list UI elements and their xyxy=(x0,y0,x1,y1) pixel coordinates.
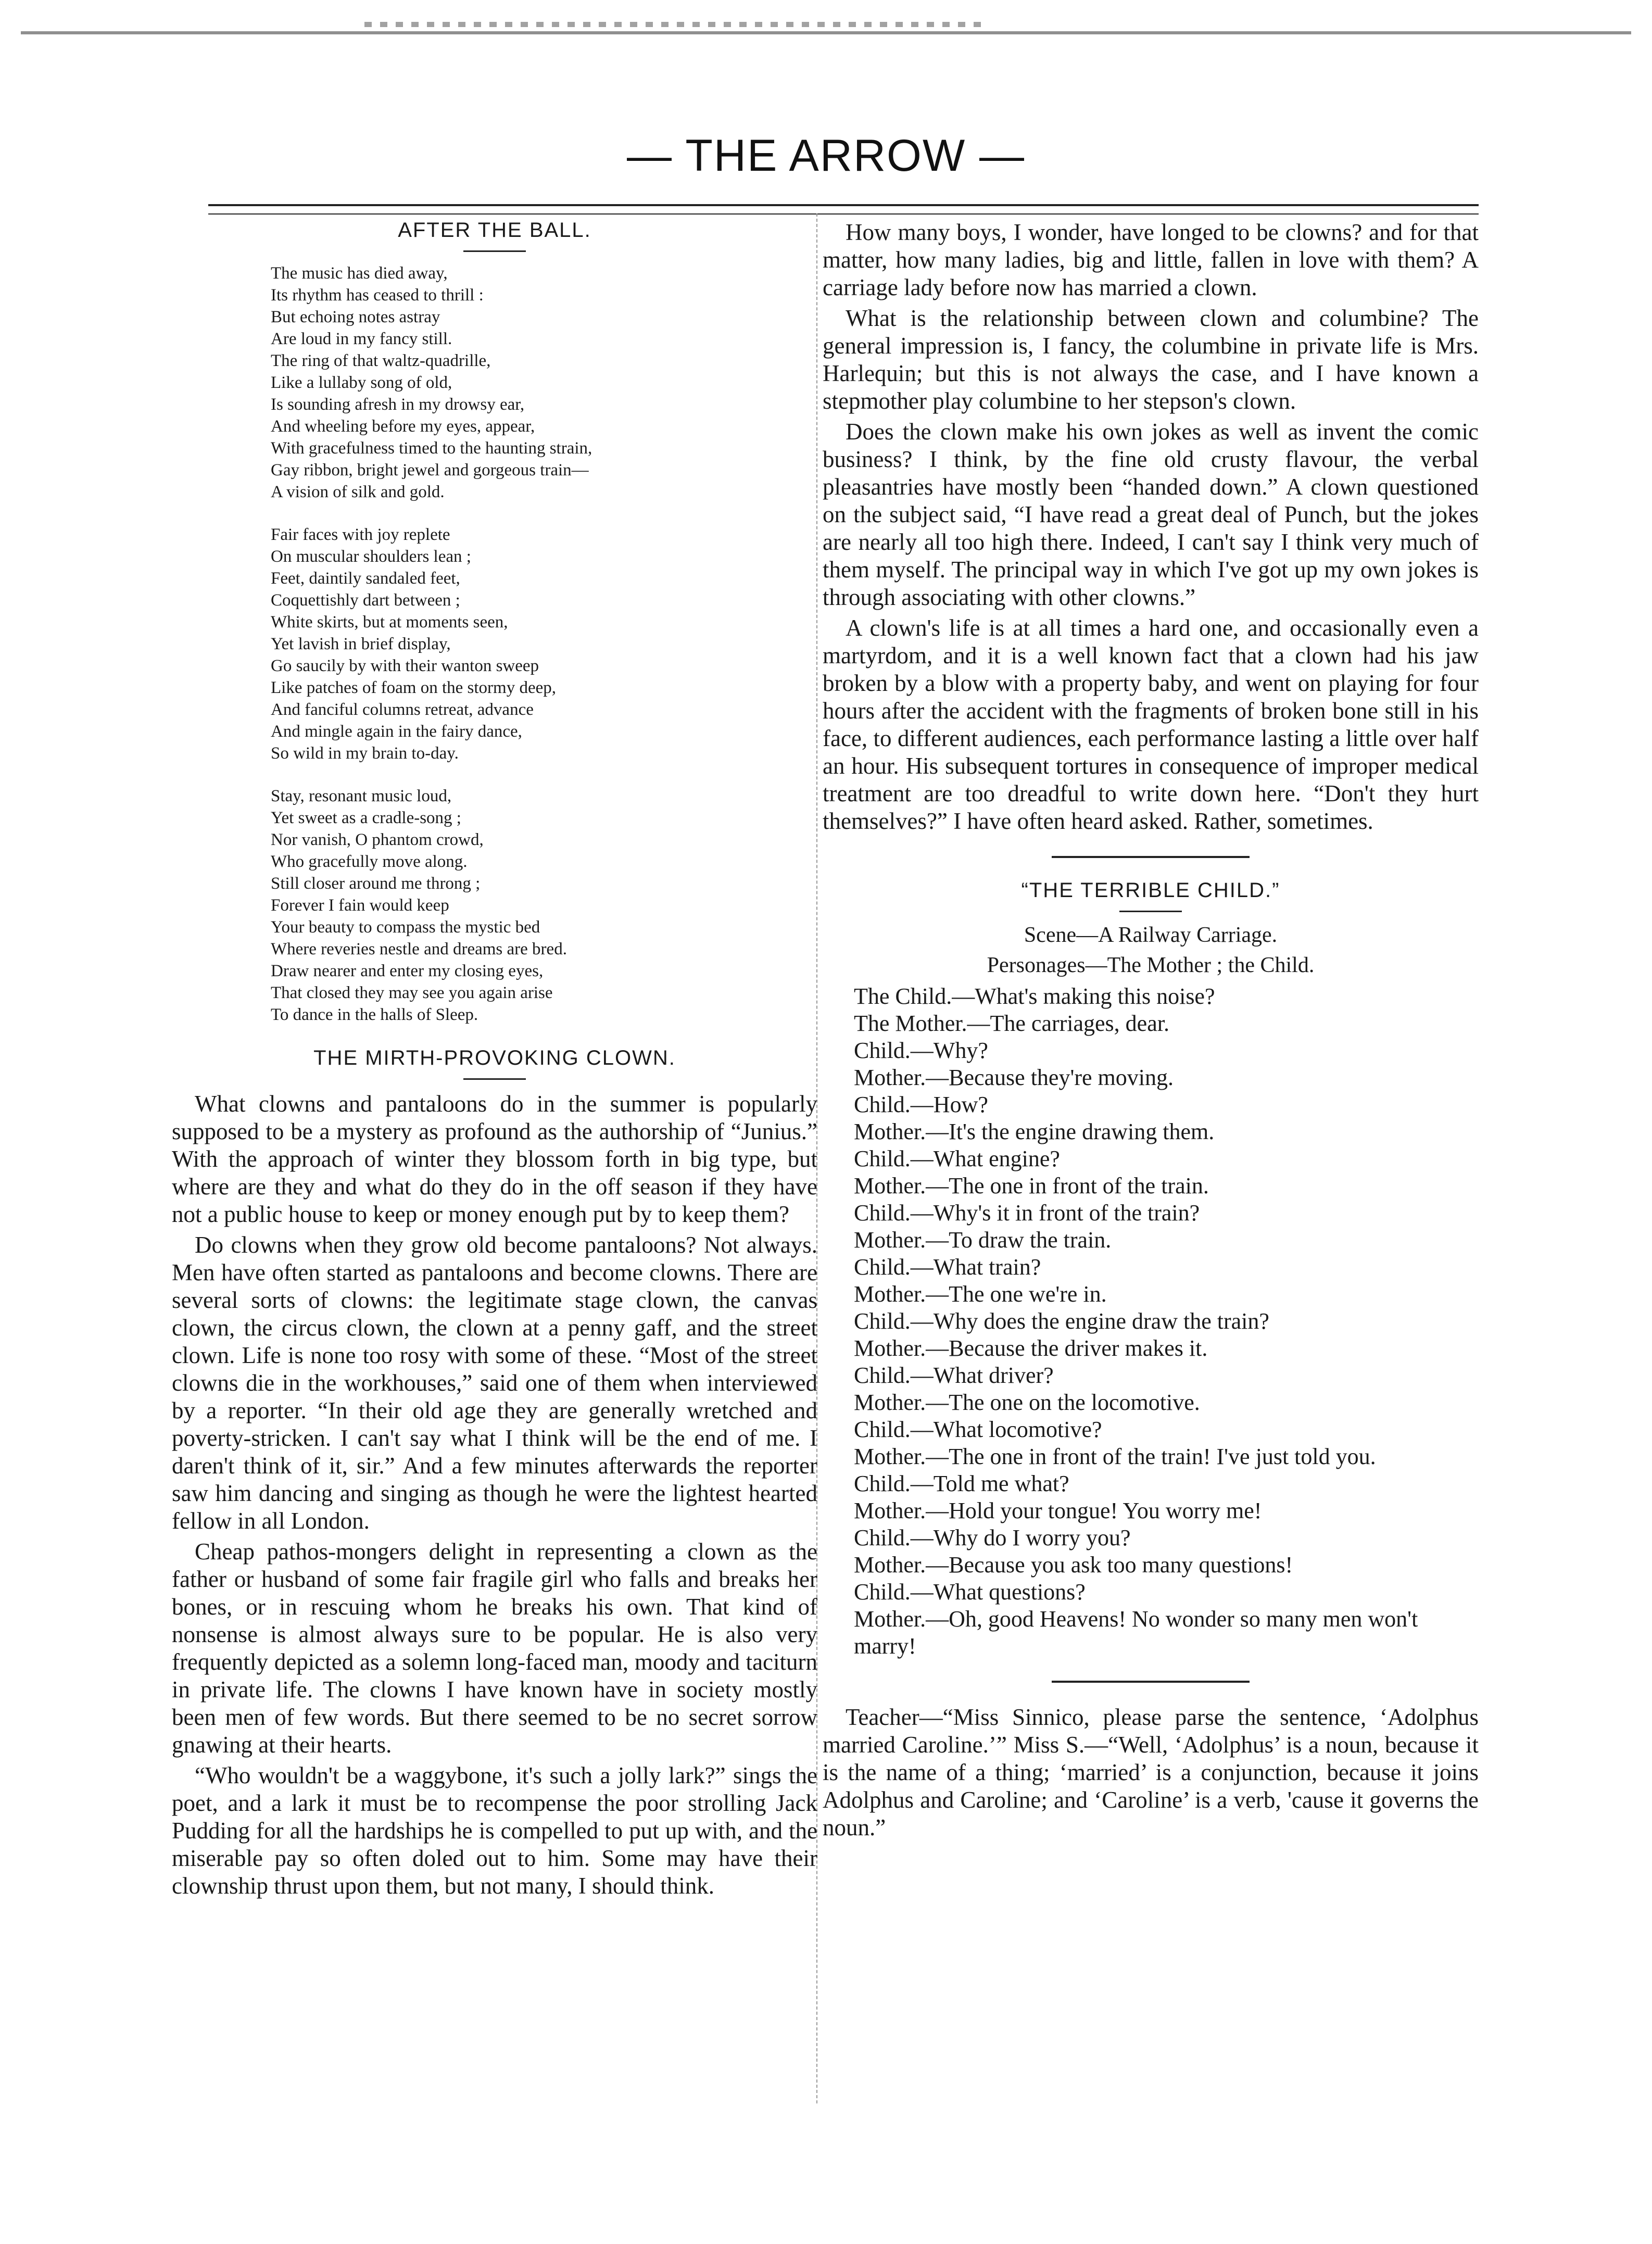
dialogue-line: Child.—What driver? xyxy=(854,1363,1054,1388)
poem-line: Feet, daintily sandaled feet, xyxy=(271,569,460,588)
poem-line: To dance in the halls of Sleep. xyxy=(271,1005,478,1024)
dialogue-line: Mother.—The one in front of the train! I've just told you. xyxy=(854,1444,1376,1469)
poem-stanza xyxy=(271,262,817,503)
poem-line: Like a lullaby song of old, xyxy=(271,373,452,392)
personae-line: Personages—The Mother ; the Child. xyxy=(987,953,1315,977)
dialogue-line: Mother.—Because you ask too many questions! xyxy=(854,1552,1293,1578)
poem-after-the-ball xyxy=(172,262,817,1026)
article-paragraph: What clowns and pantaloons do in the summer is popularly supposed to be a mystery as profound as the authorship of “Junius.” With the approach of winter they blossom forth in big type, but where are they and what do they do in the off season if they have not a public house to keep or money enough put by to keep them? xyxy=(172,1091,817,1227)
poem-line: Your beauty to compass the mystic bed xyxy=(271,918,540,937)
poem-stanza xyxy=(271,785,817,1026)
terrible-child-title: “THE TERRIBLE CHILD.” xyxy=(1021,879,1280,902)
poem-line: Its rhythm has ceased to thrill : xyxy=(271,286,484,305)
dialogue-line: Child.—What locomotive? xyxy=(854,1417,1102,1442)
article-paragraph: What is the relationship between clown and columbine? The general impression is, I fancy, the columbine in private life is Mrs. Harlequin; but this is not always the case, and I have known a stepmother play columbine to her stepson's clown. xyxy=(823,305,1479,414)
poem-line: Gay ribbon, bright jewel and gorgeous train— xyxy=(271,461,589,480)
section-rule-2 xyxy=(1052,1681,1250,1683)
terrible-child-title-rule xyxy=(1119,911,1182,912)
poem-line: Yet lavish in brief display, xyxy=(271,635,451,653)
dialogue-line: Child.—Why? xyxy=(854,1038,988,1063)
poem-line: Yet sweet as a cradle-song ; xyxy=(271,809,461,827)
poem-line: The ring of that waltz-quadrille, xyxy=(271,351,491,370)
dialogue-line: The Child.—What's making this noise? xyxy=(854,984,1215,1009)
poem-line: That closed they may see you again arise xyxy=(271,984,553,1002)
poem-line: On muscular shoulders lean ; xyxy=(271,547,471,566)
article-paragraph: Cheap pathos-mongers delight in representing a clown as the father or husband of some fair fragile girl who falls and breaks her bones, or in rescuing whom he breaks his own. That kind of nonsense is almost always sure to be popular. He is also very frequently depicted as a solemn long-faced man, moody and taciturn in private life. The clowns I have known have in society mostly been men of few words. But there seemed to be no secret sorrow gnawing at their hearts. xyxy=(172,1539,817,1758)
dialogue-line: Child.—Told me what? xyxy=(854,1471,1069,1496)
dialogue-line: Child.—What questions? xyxy=(854,1579,1086,1605)
masthead: — THE ARROW — xyxy=(626,131,1026,181)
dialogue-line: Child.—Why does the engine draw the train? xyxy=(854,1308,1269,1334)
poem-line: Still closer around me throng ; xyxy=(271,874,481,893)
poem-line: A vision of silk and gold. xyxy=(271,483,445,501)
dialogue-line: Mother.—Because the driver makes it. xyxy=(854,1335,1208,1361)
dialogue-line: Child.—What engine? xyxy=(854,1146,1060,1171)
poem-line: Are loud in my fancy still. xyxy=(271,330,452,348)
poem-stanza xyxy=(271,524,817,764)
poem-line: Stay, resonant music loud, xyxy=(271,787,452,805)
scene-line: Scene—A Railway Carriage. xyxy=(1024,923,1278,947)
dialogue-line: Child.—Why's it in front of the train? xyxy=(854,1200,1200,1226)
poem-line: Go saucily by with their wanton sweep xyxy=(271,657,539,675)
teacher-anecdote xyxy=(823,1704,1479,1842)
dialogue-line: Mother.—The one on the locomotive. xyxy=(854,1390,1200,1415)
dialogue xyxy=(823,983,1479,1660)
poem-line: Who gracefully move along. xyxy=(271,852,468,871)
poem-line: Coquettishly dart between ; xyxy=(271,591,460,610)
poem-line: Nor vanish, O phantom crowd, xyxy=(271,830,484,849)
dialogue-line: Mother.—To draw the train. xyxy=(854,1227,1112,1253)
top-edge-rule xyxy=(21,31,1631,34)
clown-title-rule xyxy=(463,1078,526,1080)
poem-line: With gracefulness timed to the haunting strain, xyxy=(271,439,592,458)
dialogue-line: Child.—What train? xyxy=(854,1254,1041,1280)
poem-line: So wild in my brain to-day. xyxy=(271,744,459,763)
teacher-paragraph: Teacher—“Miss Sinnico, please parse the sentence, ‘Adolphus married Caroline.’” Miss S.—“Well, ‘Adolphus’ is a noun, because it is the name of a thing; ‘married’ is a conjunction, because it joins Adolphus and Caroline; and ‘Caroline’ is a verb, 'cause it governs the noun.” xyxy=(823,1704,1479,1840)
poem-line: Where reveries nestle and dreams are bred. xyxy=(271,940,567,959)
poem-title: AFTER THE BALL. xyxy=(398,219,591,242)
clown-article-right xyxy=(823,219,1479,835)
poem-line: But echoing notes astray xyxy=(271,308,440,326)
dialogue-line: Mother.—The one we're in. xyxy=(854,1281,1107,1307)
article-paragraph: How many boys, I wonder, have longed to be clowns? and for that matter, how many ladies, big and little, fallen in love with them? A carriage lady before now has married a clown. xyxy=(823,219,1479,300)
poem-line: Like patches of foam on the stormy deep, xyxy=(271,678,556,697)
poem-line: And mingle again in the fairy dance, xyxy=(271,722,522,741)
dialogue-line: The Mother.—The carriages, dear. xyxy=(854,1011,1169,1036)
article-paragraph: A clown's life is at all times a hard one, and occasionally even a martyrdom, and it is a well known fact that a clown had his jaw broken by a blow with a property baby, and went on playing for four hours after the accident with the fragments of broken bone still in his face, to different audiences, each performance lasting a little over half an hour. His subsequent tortures in consequence of improper medical treatment are too dreadful to write down here. “Don't they hurt themselves?” I have often heard asked. Rather, sometimes. xyxy=(823,615,1479,834)
article-paragraph: “Who wouldn't be a waggybone, it's such a jolly lark?” sings the poet, and a lark it must be to recompense the poor strolling Jack Pudding for all the hardships he is compelled to put up with, and the miserable pay so often doled out to him. Some may have their clownship thrust upon them, but not many, I should think. xyxy=(172,1762,817,1899)
clown-title: THE MIRTH-PROVOKING CLOWN. xyxy=(313,1047,676,1069)
poem-line: The music has died away, xyxy=(271,264,448,283)
masthead-rule xyxy=(208,204,1479,215)
poem-line: Forever I fain would keep xyxy=(271,896,449,915)
article-paragraph: Does the clown make his own jokes as well as invent the comic business? I think, by the fine old crusty flavour, the verbal pleasantries have mostly been “handed down.” A clown questioned on the subject said, “I have read a great deal of Punch, but the jokes are nearly all too high there. Indeed, I can't say I think very much of them myself. The principal way in which I've got up my own jokes is through associating with other clowns.” xyxy=(823,419,1479,610)
dialogue-line: Child.—How? xyxy=(854,1092,988,1117)
dialogue-line: Mother.—Because they're moving. xyxy=(854,1065,1174,1090)
top-edge-scratches xyxy=(364,22,989,27)
poem-line: And fanciful columns retreat, advance xyxy=(271,700,534,719)
poem-line: White skirts, but at moments seen, xyxy=(271,613,508,632)
poem-title-rule xyxy=(463,250,526,252)
dialogue-line: Mother.—Oh, good Heavens! No wonder so many men won't marry! xyxy=(854,1606,1418,1659)
poem-line: Draw nearer and enter my closing eyes, xyxy=(271,962,544,980)
poem-line: And wheeling before my eyes, appear, xyxy=(271,417,535,436)
section-rule xyxy=(1052,856,1250,858)
poem-line: Is sounding afresh in my drowsy ear, xyxy=(271,395,525,414)
left-column xyxy=(172,219,817,1903)
dialogue-line: Mother.—The one in front of the train. xyxy=(854,1173,1209,1199)
dialogue-line: Child.—Why do I worry you? xyxy=(854,1525,1131,1550)
right-column xyxy=(823,219,1479,1845)
article-paragraph: Do clowns when they grow old become pantaloons? Not always. Men have often started as pantaloons and become clowns. There are several sorts of clowns: the legitimate stage clown, the canvas clown, the circus clown, the clown at a penny gaff, and the street clown. Life is none too rosy with some of these. “Most of the street clowns die in the workhouses,” said one of them when interviewed by a reporter. “In their old age they are generally wretched and poverty-stricken. I can't say what I think will be the end of me. I daren't think of it, sir.” And a few minutes afterwards the reporter saw him dancing and singing as though he were the lightest hearted fellow in all London. xyxy=(172,1232,817,1534)
poem-line: Fair faces with joy replete xyxy=(271,525,450,544)
dialogue-line: Mother.—Hold your tongue! You worry me! xyxy=(854,1498,1262,1523)
dialogue-line: Mother.—It's the engine drawing them. xyxy=(854,1119,1215,1144)
clown-article-left xyxy=(172,1090,817,1900)
